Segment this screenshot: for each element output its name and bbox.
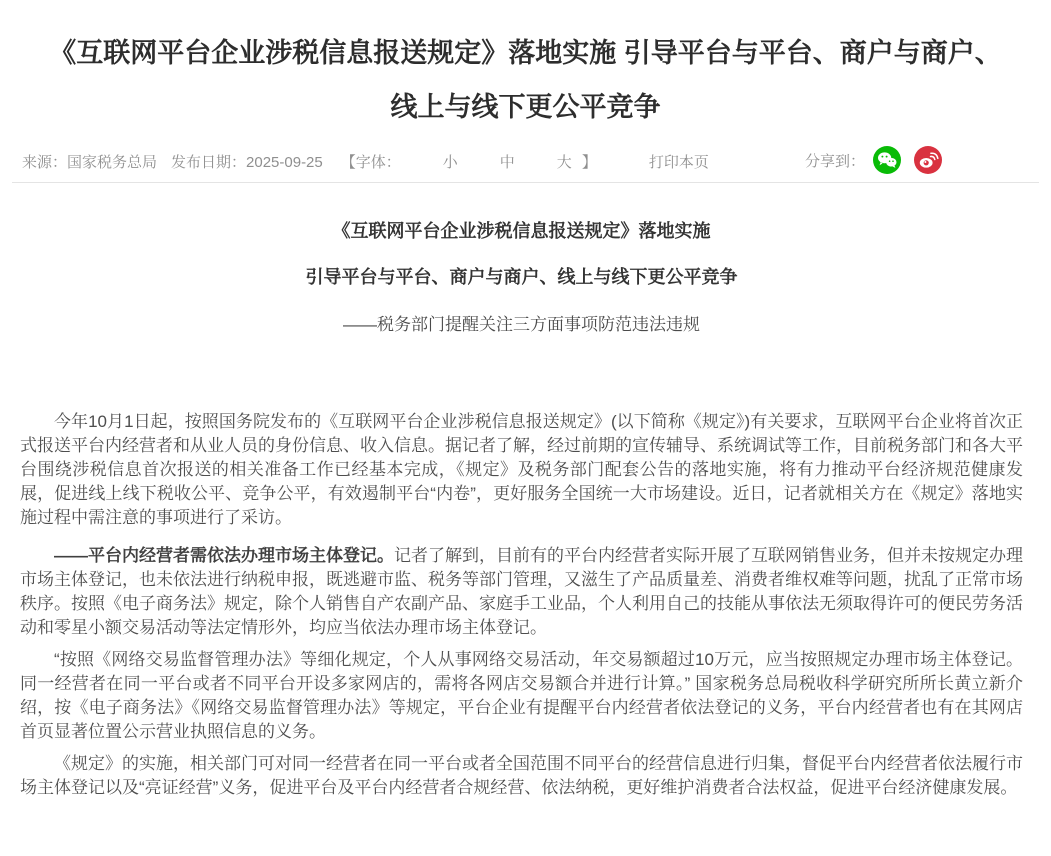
- print-page-button[interactable]: 打印本页: [648, 153, 709, 171]
- font-size-large-button[interactable]: 大: [556, 153, 572, 171]
- article-subheading: ——税务部门提醒关注三方面事项防范违法违规: [343, 315, 700, 334]
- weibo-share-icon[interactable]: [914, 146, 942, 174]
- font-size-small-button[interactable]: 小: [442, 153, 458, 171]
- source-label: 来源：国家税务总局: [22, 153, 158, 171]
- paragraph-2-lead: ——平台内经营者需依法办理市场主体登记。: [54, 546, 394, 565]
- paragraph-4: 《规定》的实施，相关部门可对同一经营者在同一平台或者全国范围不同平台的经营信息进行归集，督促平台内经营者依法履行市场主体登记以及“亮证经营”义务，促进平台及平台内经营者合规经营、依法纳税，更好维护消费者合法权益，促进平台经济健康发展。: [20, 754, 1023, 797]
- article-body: [0, 219, 1051, 800]
- font-size-medium-button[interactable]: 中: [499, 153, 515, 171]
- share-label: 分享到：: [805, 152, 866, 170]
- article-heading-line1: 《互联网平台企业涉税信息报送规定》落地实施: [332, 221, 711, 241]
- font-size-label-open: 【字体：: [340, 153, 401, 171]
- article-heading-line2: 引导平台与平台、商户与商户、线上与线下更公平竞争: [305, 267, 738, 287]
- paragraph-1: 今年10月1日起，按照国务院发布的《互联网平台企业涉税信息报送规定》(以下简称《规定》)有关要求，互联网平台企业将首次正式报送平台内经营者和从业人员的身份信息、收入信息。据记者了解，经过前期的宣传辅导、系统调试等工作，目前税务部门和各大平台围绕涉税信息首次报送的相关准备工作已经基本完成，《规定》及税务部门配套公告的落地实施，将有力推动平台经济规范健康发展，促进线上线下税收公平、竞争公平，有效遏制平台“内卷”，更好服务全国统一大市场建设。近日，记者就相关方在《规定》落地实施过程中需注意的事项进行了采访。: [20, 412, 1023, 527]
- share-group: [805, 146, 942, 174]
- page-title: 《互联网平台企业涉税信息报送规定》落地实施 引导平台与平台、商户与商户、线上与线下更公平竞争: [49, 38, 1002, 122]
- paragraph-2: [20, 544, 1023, 640]
- paragraph-3: “按照《网络交易监督管理办法》等细化规定，个人从事网络交易活动，年交易额超过10万元，应当按照规定办理市场主体登记。同一经营者在同一平台或者不同平台开设多家网店的，需将各网店交易额合并进行计算。” 国家税务总局税收科学研究所所长黄立新介绍，按《电子商务法》《网络交易监督管理办法》等规定，平台企业有提醒平台内经营者依法登记的义务，平台内经营者也有在其网店首页显著位置公示营业执照信息的义务。: [20, 650, 1023, 741]
- wechat-share-icon[interactable]: [873, 146, 901, 174]
- publish-date: 发布日期：2025-09-25: [171, 153, 323, 171]
- meta-divider: [12, 182, 1039, 183]
- paragraph-2-body: 记者了解到，目前有的平台内经营者实际开展了互联网销售业务，但并未按规定办理市场主体登记，也未依法进行纳税申报，既逃避市监、税务等部门管理，又滋生了产品质量差、消费者维权难等问题，扰乱了正常市场秩序。按照《电子商务法》规定，除个人销售自产农副产品、家庭手工业品，个人利用自己的技能从事依法无须取得许可的便民劳务活动和零星小额交易活动等法定情形外，均应当依法办理市场主体登记。: [20, 546, 1023, 637]
- article-meta-bar: [22, 146, 1021, 176]
- font-size-label-close: 】: [581, 153, 597, 171]
